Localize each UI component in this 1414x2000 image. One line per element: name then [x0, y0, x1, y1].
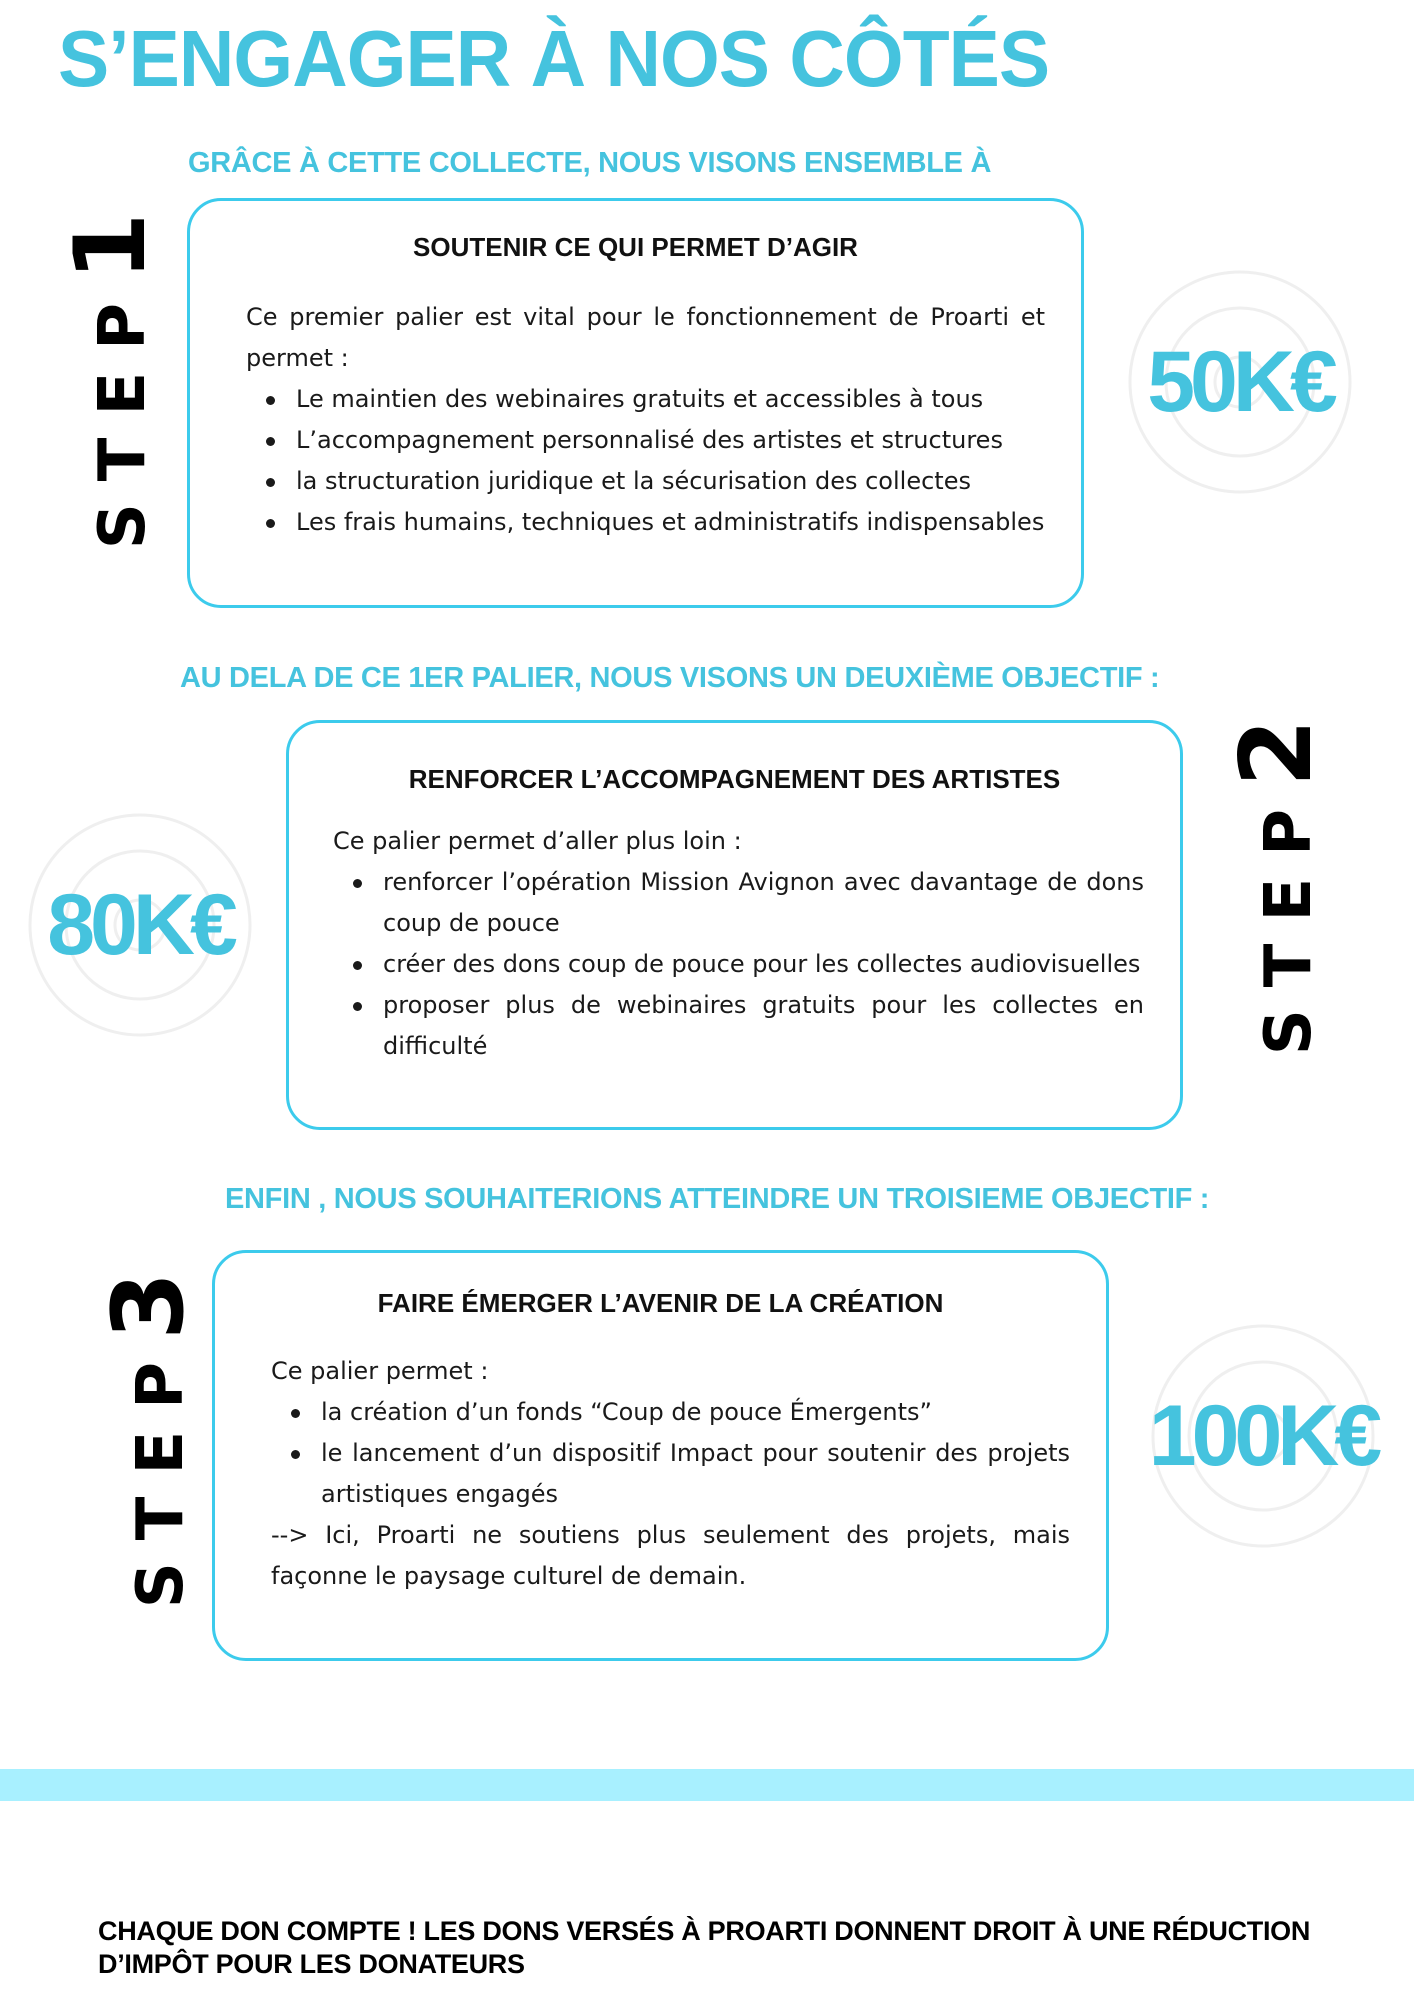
list-item: Le maintien des webinaires gratuits et accessibles à tous	[246, 379, 1045, 420]
step-3-card-body	[271, 1351, 1070, 1597]
step-number: 3	[92, 1271, 206, 1340]
step-1-lead: Ce premier palier est vital pour le fonctionnement de Proarti et permet :	[246, 303, 1045, 372]
list-item: créer des dons coup de pouce pour les collectes audiovisuelles	[333, 944, 1144, 985]
step-3-card-title: FAIRE ÉMERGER L’AVENIR DE LA CRÉATION	[377, 1288, 944, 1318]
list-item: L’accompagnement personnalisé des artistes et structures	[246, 420, 1045, 461]
bullet-icon	[266, 519, 275, 528]
step-2-card-body	[333, 821, 1144, 1067]
page-title: S’ENGAGER À NOS CÔTÉS	[58, 14, 1050, 103]
step-2-goal	[28, 813, 252, 1037]
step-word: STEP	[1252, 786, 1326, 1056]
step-2-bullets	[333, 862, 1144, 1067]
step-3-goal	[1148, 1324, 1378, 1548]
bullet-icon	[266, 437, 275, 446]
list-item: proposer plus de webinaires gratuits pour les collectes en difficulté	[333, 985, 1144, 1067]
step-number: 2	[1220, 718, 1334, 787]
goal-amount: 80K€	[47, 876, 233, 973]
bullet-icon	[266, 396, 275, 405]
step-3-conclusion: --> Ici, Proarti ne soutiens plus seulement des projets, mais façonne le paysage culturel de demain.	[271, 1521, 1070, 1590]
footer-note: CHAQUE DON COMPTE ! LES DONS VERSÉS À PROARTI DONNENT DROIT À UNE RÉDUCTION D’IMPÔT POUR LES DONATEURS	[98, 1916, 1311, 1979]
step-1-intro: GRÂCE À CETTE COLLECTE, NOUS VISONS ENSEMBLE À	[188, 147, 992, 179]
step-2-intro: AU DELA DE CE 1ER PALIER, NOUS VISONS UN DEUXIÈME OBJECTIF :	[180, 662, 1160, 694]
step-word: STEP	[124, 1339, 198, 1609]
list-item: renforcer l’opération Mission Avignon avec davantage de dons coup de pouce	[333, 862, 1144, 944]
step-1-bullets	[246, 379, 1045, 543]
step-1-label	[54, 212, 168, 550]
bullet-icon	[353, 961, 362, 970]
bullet-icon	[266, 478, 275, 487]
step-3-label	[92, 1271, 206, 1609]
step-1-card-title: SOUTENIR CE QUI PERMET D’AGIR	[413, 232, 858, 262]
step-2-card-title: RENFORCER L’ACCOMPAGNEMENT DES ARTISTES	[408, 764, 1061, 794]
step-1-goal	[1128, 270, 1352, 494]
bullet-icon	[353, 879, 362, 888]
list-item: la structuration juridique et la sécurisation des collectes	[246, 461, 1045, 502]
step-3-intro: ENFIN , NOUS SOUHAITERIONS ATTEINDRE UN TROISIEME OBJECTIF :	[225, 1183, 1210, 1215]
bullet-icon	[353, 1002, 362, 1011]
step-2-lead: Ce palier permet d’aller plus loin :	[333, 827, 742, 855]
step-2-label	[1220, 718, 1334, 1056]
goal-amount: 50K€	[1147, 333, 1333, 430]
step-3-lead: Ce palier permet :	[271, 1357, 489, 1385]
decorative-band	[0, 1769, 1414, 1801]
list-item: le lancement d’un dispositif Impact pour soutenir des projets artistiques engagés	[271, 1433, 1070, 1515]
list-item: la création d’un fonds “Coup de pouce Émergents”	[271, 1392, 1070, 1433]
step-word: STEP	[86, 280, 160, 550]
step-3-bullets	[271, 1392, 1070, 1515]
list-item: Les frais humains, techniques et administratifs indispensables	[246, 502, 1045, 543]
bullet-icon	[291, 1409, 300, 1418]
step-2-card	[286, 720, 1183, 1130]
bullet-icon	[291, 1450, 300, 1459]
step-1-card-body	[246, 297, 1045, 543]
goal-amount: 100K€	[1148, 1387, 1378, 1484]
step-1-card	[187, 198, 1084, 608]
step-number: 1	[54, 212, 168, 281]
step-3-card	[212, 1250, 1109, 1661]
